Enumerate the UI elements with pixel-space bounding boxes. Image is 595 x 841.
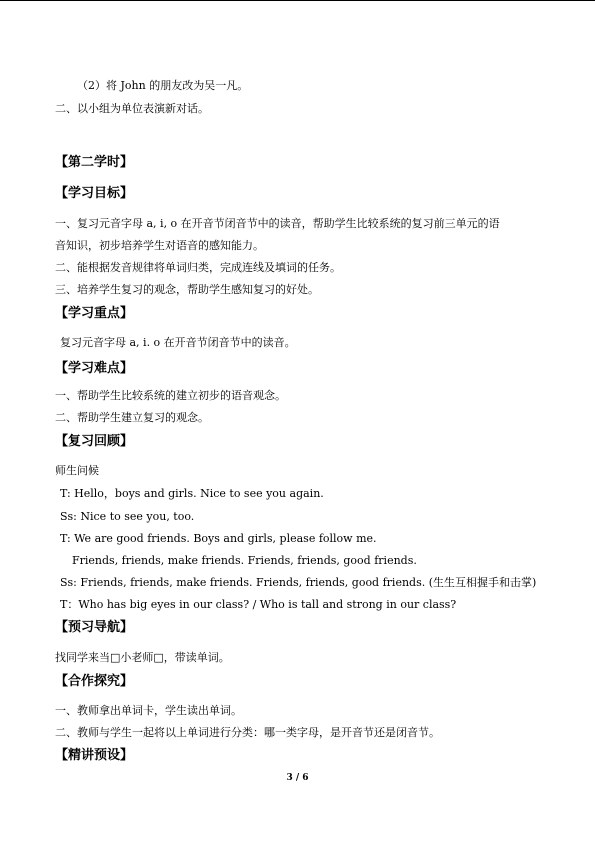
header-rule xyxy=(0,0,595,1)
text-line: 音知识，初步培养学生对语音的感知能力。 xyxy=(55,239,264,252)
section-heading: 【预习导航】 xyxy=(55,620,134,635)
page-number: 3 / 6 xyxy=(286,773,309,783)
text-line: 二、以小组为单位表演新对话。 xyxy=(55,102,209,115)
text-line: （2）将 John 的朋友改为吴一凡。 xyxy=(77,79,249,92)
section-heading: 【学习目标】 xyxy=(55,186,134,201)
section-heading: 【合作探究】 xyxy=(55,674,134,689)
text-line: 一、帮助学生比较系统的建立初步的语音观念。 xyxy=(55,389,286,402)
text-line: 二、帮助学生建立复习的观念。 xyxy=(55,411,209,424)
text-line: 三、培养学生复习的观念，帮助学生感知复习的好处。 xyxy=(55,283,319,296)
text-line: 二、教师与学生一起将以上单词进行分类：哪一类字母，是开音节还是闭音节。 xyxy=(55,726,440,739)
section-heading: 【精讲预设】 xyxy=(55,748,134,763)
section-heading: 【复习回顾】 xyxy=(55,434,134,449)
dialogue-line: T：Who has big eyes in our class? / Who is tall and strong in our class? xyxy=(60,598,457,611)
text-line: 找同学来当□小老师□，带读单词。 xyxy=(55,651,230,664)
text-line: 二、能根据发音规律将单词归类，完成连线及填词的任务。 xyxy=(55,261,341,274)
text-line: 一、复习元音字母 a, i, o 在开音节闭音节中的读音，帮助学生比较系统的复习前三单元的语 xyxy=(55,217,500,230)
dialogue-line: T: We are good friends. Boys and girls, please follow me. xyxy=(60,532,377,545)
section-heading: 【学习难点】 xyxy=(55,361,134,376)
section-heading: 【学习重点】 xyxy=(55,306,134,321)
text-line: 复习元音字母 a, i. o 在开音节闭音节中的读音。 xyxy=(60,336,296,349)
dialogue-line: T: Hello，boys and girls. Nice to see you again. xyxy=(60,487,324,500)
dialogue-line: Ss: Friends, friends, make friends. Friends, friends, good friends. (生生互相握手和击掌) xyxy=(60,576,537,589)
text-line: 一、教师拿出单词卡，学生读出单词。 xyxy=(55,704,242,717)
dialogue-line: Friends, friends, make friends. Friends, friends, good friends. xyxy=(72,554,417,567)
dialogue-line: Ss: Nice to see you, too. xyxy=(60,510,195,523)
text-line: 师生问候 xyxy=(55,464,99,477)
section-heading: 【第二学时】 xyxy=(55,155,134,170)
